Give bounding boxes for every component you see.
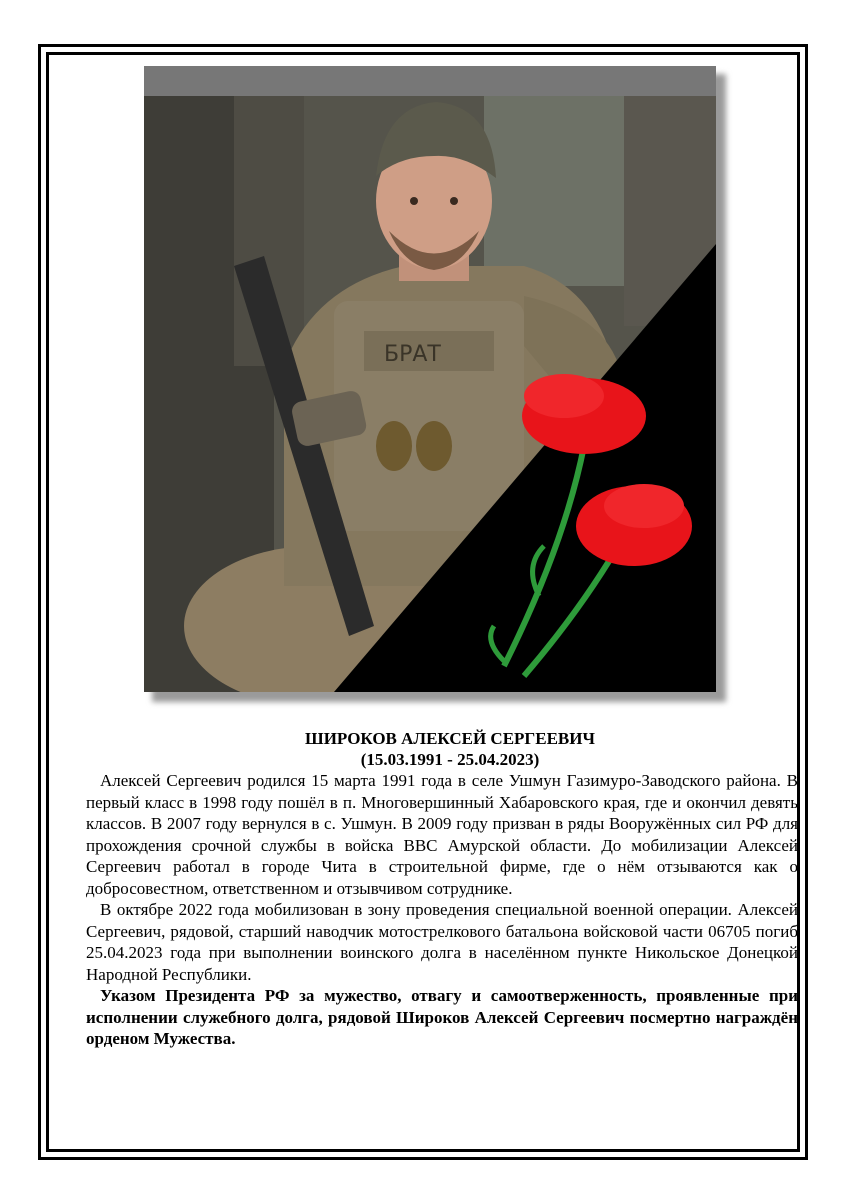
memorial-heading	[100, 728, 800, 770]
portrait-illustration	[144, 66, 716, 692]
life-dates: (15.03.1991 - 25.04.2023)	[360, 750, 540, 769]
biography-paragraph-2: В октябре 2022 года мобилизован в зону проведения специальной военной операции. Алексей Сергеевич, рядовой, старший наводчик мотострелкового батальона войсковой части 06705 погиб 25.04.2023 года при выполнении воинского долга в населённом пункте Никольское Донецкой Народной Республики.	[86, 900, 798, 984]
person-name: ШИРОКОВ АЛЕКСЕЙ СЕРГЕЕВИЧ	[305, 729, 595, 748]
biography-paragraph-1: Алексей Сергеевич родился 15 марта 1991 года в селе Ушмун Газимуро-Заводского района. В первый класс в 1998 году пошёл в п. Многовершинный Хабаровского края, где и окончил девять классов. В 2007 году вернулся в с. Ушмун. В 2009 году призван в ряды Вооружённых сил РФ для прохождения срочной службы в войска ВВС Амурской области. До мобилизации Алексей Сергеевич работал в городе Чита в строительной фирме, где о нём отзываются как о добросовестном, ответственном и отзывчивом сотруднике.	[86, 771, 798, 898]
memorial-photo	[144, 66, 716, 692]
vest-patch-text: БРАТ	[384, 342, 441, 367]
biography	[86, 770, 798, 1050]
award-paragraph: Указом Президента РФ за мужество, отвагу и самоотверженность, проявленные при исполнении служебного долга, рядовой Широков Алексей Сергеевич посмертно награждён орденом Мужества.	[86, 986, 798, 1048]
